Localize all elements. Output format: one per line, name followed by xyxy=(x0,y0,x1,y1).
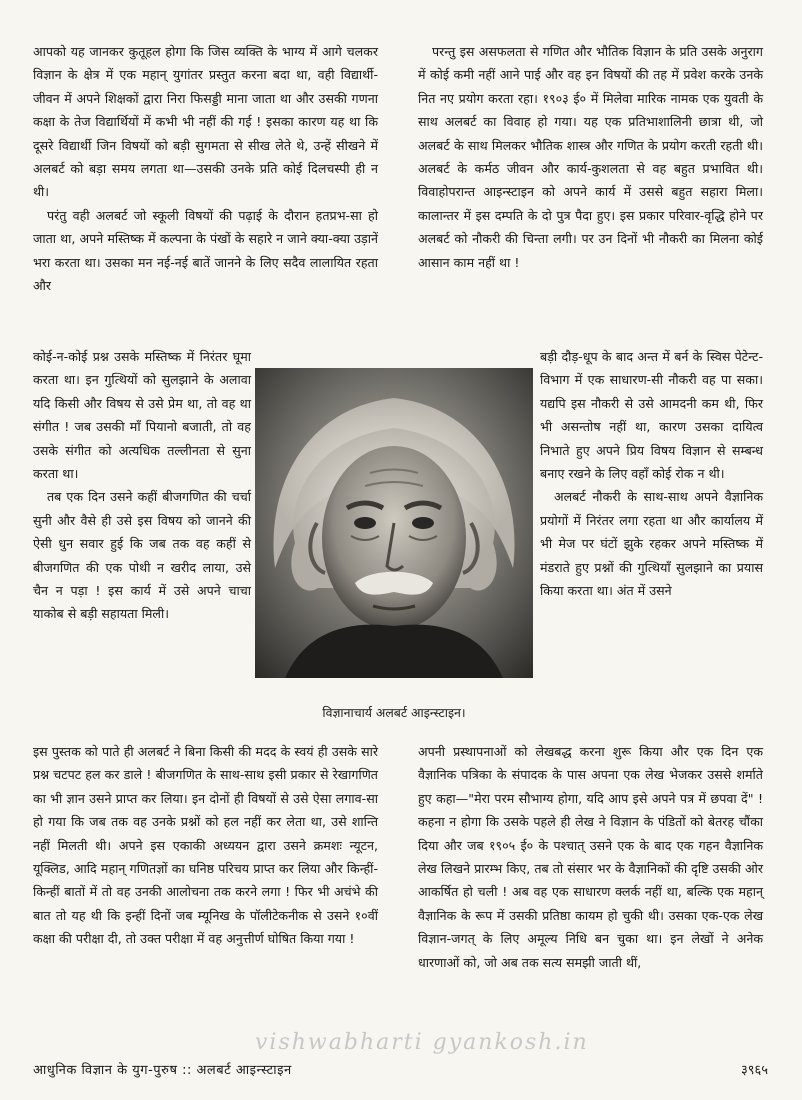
paragraph: परन्तु इस असफलता से गणित और भौतिक विज्ञान के प्रति उसके अनुराग में कोई कमी नहीं आने पाई और वह इन विषयों की तह में प्रवेश करके उनके नित नए प्रयोग करता रहा। १९०३ ई० में मिलेवा मारिक नामक एक युवती के साथ अलबर्ट का विवाह हो गया। यह एक प्रतिभाशालिनी छात्रा थी, जो अलबर्ट के साथ मिलकर भौतिक शास्त्र और गणित के प्रयोग करती रहती थी। अलबर्ट के कर्मठ जीवन और कार्य-कुशलता से वह बहुत प्रभावित थी। विवाहोपरान्त आइन्स्टाइन को अपने कार्य में उससे बहुत सहारा मिला। कालान्तर में इस दम्पति के दो पुत्र पैदा हुए। इस प्रकार परिवार-वृद्धि होने पर अलबर्ट को नौकरी की चिन्ता लगी। पर उन दिनों भी नौकरी का मिलना कोई आसान काम नहीं था ! xyxy=(418,44,763,270)
text-column-right-middle xyxy=(540,345,763,602)
paragraph: अलबर्ट नौकरी के साथ-साथ अपने वैज्ञानिक प्रयोगों में निरंतर लगा रहता था और कार्यालय में भी मेज पर घंटों झुके रहकर अपने मस्तिष्क में मंडराते हुए प्रश्नों की गुत्थियाँ सुलझाने का प्रयास किया करता था। अंत में उसने xyxy=(540,489,763,599)
figure-caption: विज्ञानाचार्य अलबर्ट आइन्स्टाइन। xyxy=(322,705,466,720)
paragraph: अपनी प्रस्थापनाओं को लेखबद्ध करना शुरू किया और एक दिन एक वैज्ञानिक पत्रिका के संपादक के पास अपना एक लेख भेजकर उससे शर्माते हुए कहा—"मेरा परम सौभाग्य होगा, यदि आप इसे अपने पत्र में छपवा दें" ! कहना न होगा कि उसके पहले ही लेख ने विज्ञान के पंडितों को बेतरह चौंका दिया और जब १९०५ ई० के पश्चात् उसने एक के बाद एक गहन वैज्ञानिक लेख लिखने प्रारम्भ किए, तब तो संसार भर के वैज्ञानिकों की दृष्टि उसकी ओर आकर्षित हो चली ! अब वह एक साधारण क्लर्क नहीं था, बल्कि एक महान् वैज्ञानिक के रूप में उसकी प्रतिष्ठा कायम हो चुकी थी। उसका एक-एक लेख विज्ञान-जगत् के लिए अमूल्य निधि बन चुका था। इन लेखों ने अनेक धारणाओं को, जो अब तक सत्य समझी जाती थीं, xyxy=(418,744,763,970)
einstein-portrait-image xyxy=(255,368,533,678)
text-column-right-top xyxy=(418,40,763,274)
text-column-left-bottom xyxy=(33,740,378,951)
text-column-left-top xyxy=(33,40,378,297)
text-column-right-bottom xyxy=(418,740,763,974)
text-column-left-middle xyxy=(33,345,251,626)
paragraph: कोई-न-कोई प्रश्न उसके मस्तिष्क में निरंतर घूमा करता था। इन गुत्थियों को सुलझाने के अलावा यदि किसी और विषय से उसे प्रेम था, तो वह था संगीत ! जब उसकी माँ पियानो बजाती, तो वह उसके संगीत को अत्यधिक तल्लीनता से सुना करता था। xyxy=(33,349,251,482)
watermark: vishwabharti gyankosh.in xyxy=(255,1030,589,1055)
portrait-photo xyxy=(255,368,533,678)
page-number: ३९६५ xyxy=(740,1063,768,1078)
page-footer xyxy=(33,1060,768,1082)
paragraph: बड़ी दौड़-धूप के बाद अन्त में बर्न के स्विस पेटेन्ट-विभाग में एक साधारण-सी नौकरी वह पा सका। यद्यपि इस नौकरी से उसे आमदनी कम थी, फिर भी असन्तोष नहीं था, कारण उसका दायित्व निभाते हुए अपने प्रिय विषय विज्ञान से सम्बन्ध बनाए रखने के लिए वहाँ कोई रोक न थी। xyxy=(540,349,763,482)
footer-running-title: आधुनिक विज्ञान के युग-पुरुष :: अलबर्ट आइन्स्टाइन xyxy=(33,1063,292,1078)
paragraph: परंतु वही अलबर्ट जो स्कूली विषयों की पढ़ाई के दौरान हतप्रभ-सा हो जाता था, अपने मस्तिष्क में कल्पना के पंखों के सहारे न जाने क्या-क्या उड़ानें भरा करता था। उसका मन नई-नई बातें जानने के लिए सदैव लालायित रहता और xyxy=(33,207,378,294)
paragraph: इस पुस्तक को पाते ही अलबर्ट ने बिना किसी की मदद के स्वयं ही उसके सारे प्रश्न चटपट हल कर डाले ! बीजगणित के साथ-साथ इसी प्रकार से रेखागणित का भी ज्ञान उसने प्राप्त कर लिया। इन दोनों ही विषयों से उसे ऐसा लगाव-सा हो गया कि जब तक वह उनके प्रश्नों को हल नहीं कर लेता था, उसे शान्ति नहीं मिलती थी। अपने इस एकाकी अध्ययन द्वारा उसने क्रमशः न्यूटन, यूक्लिड, आदि महान् गणितज्ञों का घनिष्ठ परिचय प्राप्त कर लिया और किन्हीं-किन्हीं बातों में तो वह उनकी आलोचना तक करने लगा ! फिर भी अचंभे की बात तो यह थी कि इन्हीं दिनों जब म्यूनिख के पॉलीटेकनीक से उसने १०वीं कक्षा की परीक्षा दी, तो उक्त परीक्षा में वह अनुत्तीर्ण घोषित किया गया ! xyxy=(33,744,378,947)
paragraph: तब एक दिन उसने कहीं बीजगणित की चर्चा सुनी और वैसे ही उसे इस विषय को जानने की ऐसी धुन सवार हुई कि जब तक वह कहीं से बीजगणित की एक पोथी न खरीद लाया, उसे चैन न पड़ा ! इस कार्य में उसे अपने चाचा याकोब से बड़ी सहायता मिली। xyxy=(33,489,251,622)
paragraph: आपको यह जानकर कुतूहल होगा कि जिस व्यक्ति के भाग्य में आगे चलकर विज्ञान के क्षेत्र में एक महान् युगांतर प्रस्तुत करना बदा था, वही विद्यार्थी-जीवन में अपने शिक्षकों द्वारा निरा फिसड्डी माना जाता था और उसकी गणना कक्षा के तेज विद्यार्थियों में कभी भी नहीं की गई ! इसका कारण यह था कि दूसरे विद्यार्थी जिन विषयों को बड़ी सुगमता से सीख लेते थे, उन्हें सीखने में अलबर्ट को बड़ा समय लगता था—उसकी उनके प्रति कोई दिलचस्पी ही न थी। xyxy=(33,44,378,200)
